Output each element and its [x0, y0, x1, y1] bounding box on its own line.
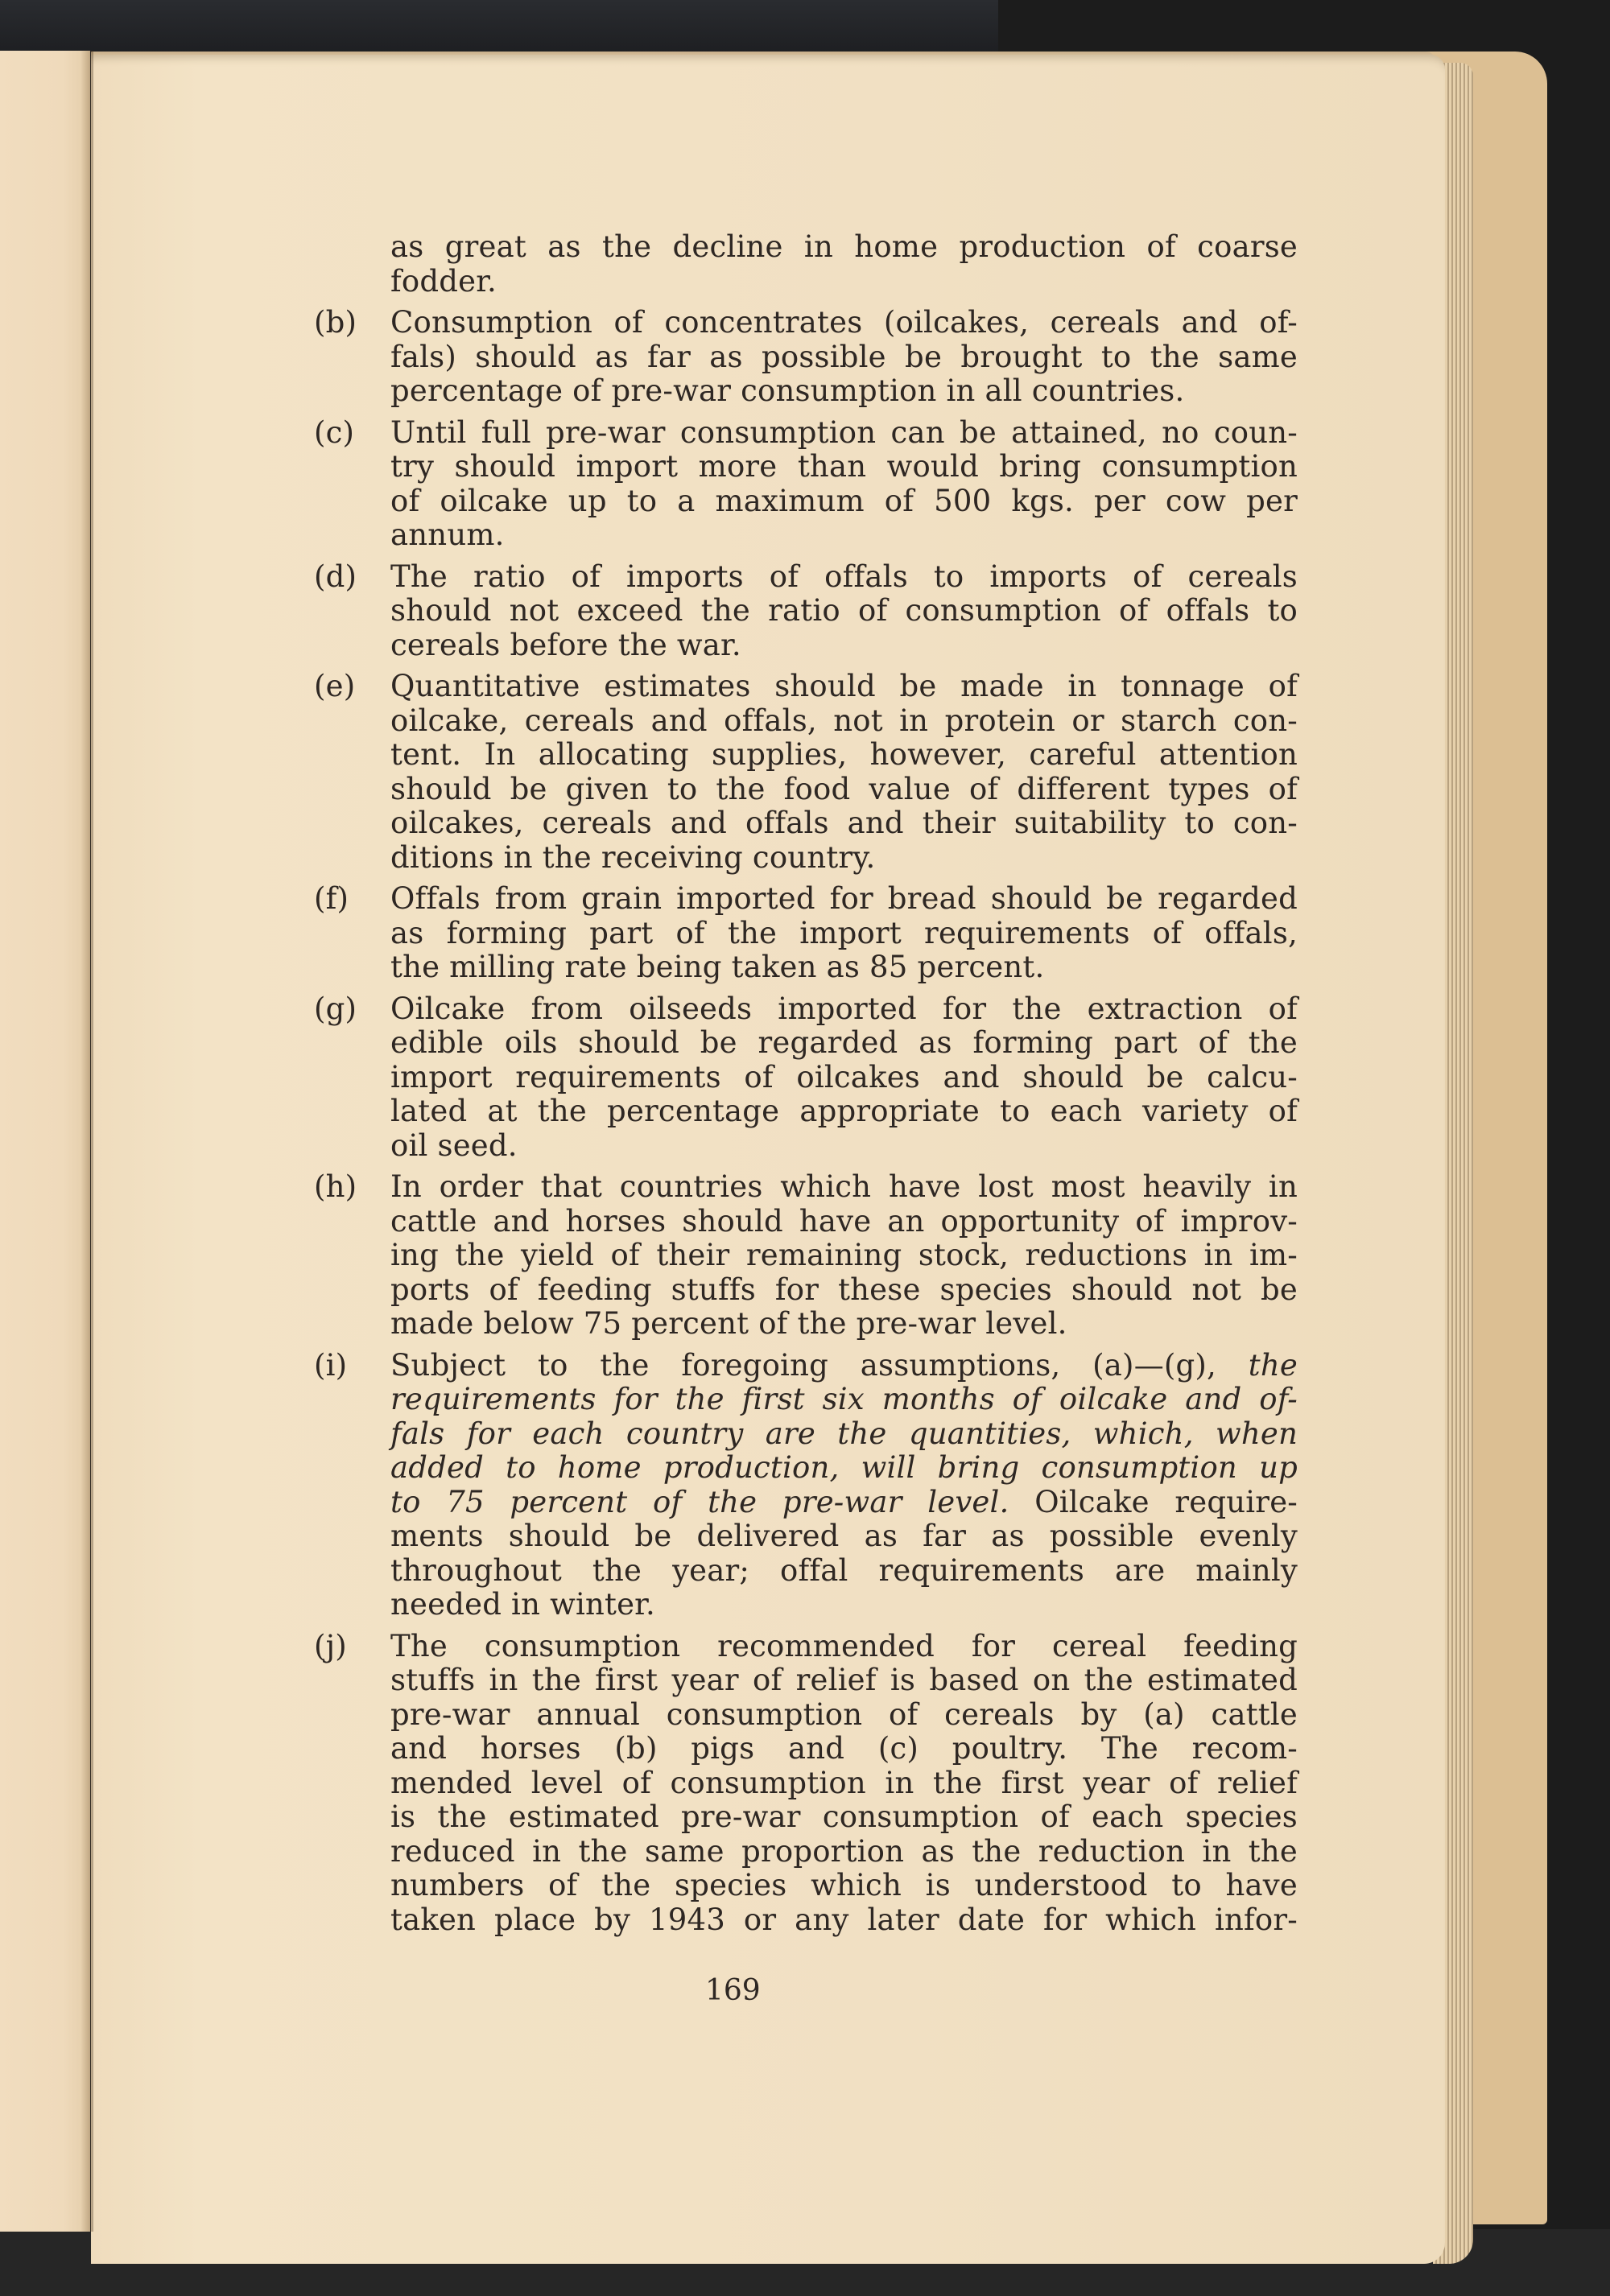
text-line: cereals before the war. [390, 627, 741, 662]
text-line: tent. In allocating supplies, however, careful attention [390, 737, 1298, 772]
text-line: should not exceed the ratio of consumption of offals to [390, 593, 1298, 628]
text-line: is the estimated pre-war consumption of each species [390, 1799, 1298, 1834]
text-line: taken place by 1943 or any later date for which infor- [390, 1902, 1298, 1937]
text-line: oilcake, cereals and offals, not in protein or starch con- [390, 703, 1298, 738]
text-line: and horses (b) pigs and (c) poultry. The recom- [390, 1731, 1298, 1766]
text-line: edible oils should be regarded as forming part of the [390, 1025, 1298, 1060]
text-line: mended level of consumption in the first year of relief [390, 1765, 1298, 1800]
text-italic: to 75 percent of the pre-war level. [390, 1484, 1009, 1519]
text-line: percentage of pre-war consumption in all countries. [390, 373, 1185, 408]
text-line-italic: fals for each country are the quantities, which, when [390, 1416, 1298, 1451]
text-line: numbers of the species which is understood to have [390, 1868, 1298, 1902]
text-line: made below 75 percent of the pre-war level. [390, 1306, 1067, 1341]
text-line: oil seed. [390, 1127, 518, 1163]
text-line: ments should be delivered as far as possible evenly [390, 1519, 1298, 1553]
text-italic: the [1248, 1347, 1298, 1383]
text-line: ditions in the receiving country. [390, 839, 876, 875]
text-line-mixed [390, 1349, 1298, 1383]
text-roman: Subject to the foregoing assumptions, (a)—(g), [390, 1347, 1249, 1383]
text-line: fals) should as far as possible be brought to the same [390, 339, 1298, 374]
list-item-f [314, 882, 1298, 985]
text-line: stuffs in the first year of relief is based on the estimated [390, 1663, 1298, 1697]
text-roman: Oilcake require- [1009, 1484, 1298, 1519]
text-line: Consumption of concentrates (oilcakes, cereals and of- [390, 305, 1298, 340]
item-label: (b) [314, 305, 357, 340]
paragraph-a-continuation [314, 230, 1298, 299]
text-line: In order that countries which have lost most heavily in [390, 1169, 1298, 1204]
text-line: ports of feeding stuffs for these species should not be [390, 1272, 1298, 1307]
text-line-mixed [390, 1486, 1298, 1520]
item-label: (e) [314, 669, 356, 703]
item-label: (f) [314, 881, 349, 916]
list-item-d [314, 560, 1298, 663]
scanner-background-top [0, 0, 998, 56]
text-line: reduced in the same proportion as the reduction in the [390, 1833, 1298, 1869]
text-line: should be given to the food value of different types of [390, 771, 1298, 806]
text-line: as great as the decline in home production of coarse [390, 229, 1298, 264]
text-line: the milling rate being taken as 85 percent. [390, 950, 1045, 984]
item-label: (h) [314, 1169, 357, 1204]
text-line-italic: requirements for the first six months of oilcake and of- [390, 1382, 1298, 1416]
list-item-c [314, 416, 1298, 553]
item-label: (d) [314, 559, 357, 594]
list-item-b [314, 306, 1298, 409]
text-line: The consumption recommended for cereal feeding [390, 1628, 1298, 1663]
text-line: cattle and horses should have an opportunity of improv- [390, 1203, 1298, 1239]
item-label: (c) [314, 414, 355, 450]
text-line: Offals from grain imported for bread should be regarded [390, 881, 1298, 916]
text-line: pre-war annual consumption of cereals by (a) cattle [390, 1696, 1298, 1732]
text-line: fodder. [390, 263, 497, 299]
item-label: (j) [314, 1628, 347, 1663]
text-line: annum. [390, 517, 505, 552]
page-number: 169 [705, 1974, 761, 2007]
text-line: oilcakes, cereals and offals and their suitability to con- [390, 806, 1298, 840]
text-line: Until full pre-war consumption can be attained, no coun- [390, 414, 1298, 450]
list-item-e [314, 670, 1298, 875]
text-line: ing the yield of their remaining stock, reductions in im- [390, 1238, 1298, 1272]
text-line: try should import more than would bring consumption [390, 449, 1298, 484]
item-label: (g) [314, 991, 357, 1026]
text-line: lated at the percentage appropriate to each variety of [390, 1094, 1298, 1128]
list-item-h [314, 1170, 1298, 1342]
text-line-italic: added to home production, will bring consumption up [390, 1450, 1298, 1485]
text-line: import requirements of oilcakes and should be calcu- [390, 1059, 1298, 1094]
text-line: The ratio of imports of offals to imports of cereals [390, 559, 1298, 594]
gutter-shadow [80, 51, 93, 2232]
list-item-g [314, 992, 1298, 1164]
text-line: Oilcake from oilseeds imported for the extraction of [390, 991, 1298, 1026]
page-body [314, 230, 1298, 1944]
facing-page-edge [0, 51, 90, 2232]
list-item-j [314, 1630, 1298, 1938]
text-line: Quantitative estimates should be made in tonnage of [390, 669, 1298, 703]
text-line: of oilcake up to a maximum of 500 kgs. per cow per [390, 483, 1298, 518]
text-line: throughout the year; offal requirements are mainly [390, 1552, 1298, 1588]
list-item-i [314, 1349, 1298, 1622]
item-label: (i) [314, 1347, 348, 1383]
text-line: needed in winter. [390, 1587, 655, 1622]
text-line: as forming part of the import requirements of offals, [390, 915, 1298, 950]
